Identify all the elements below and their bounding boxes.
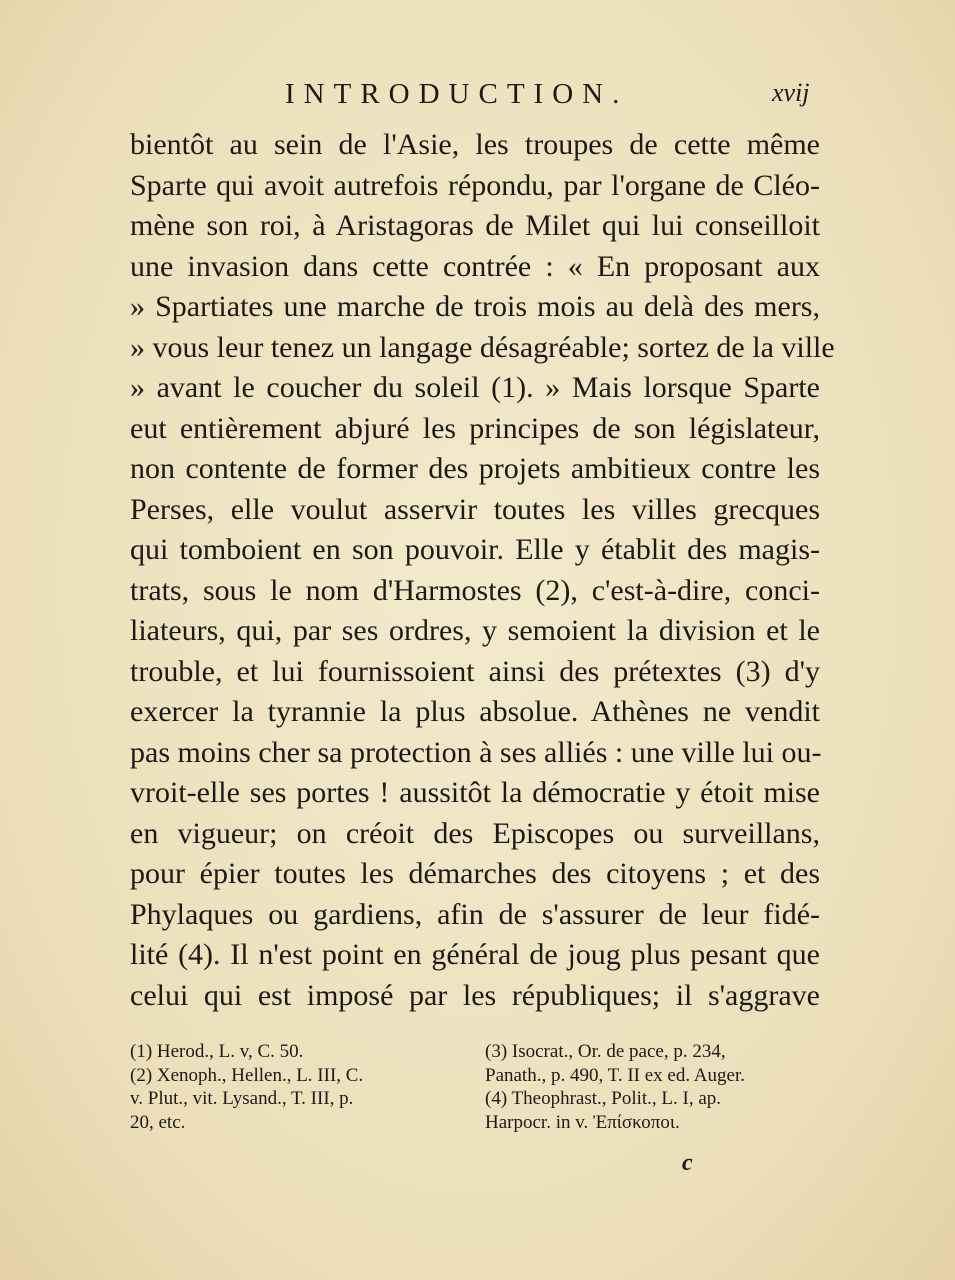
footnote-line: (2) Xenoph., Hellen., L. III, C. [130,1064,364,1086]
text-line: lité (4). Il n'est point en général de joug plus pesant que [130,938,820,971]
text-line: trats, sous le nom d'Harmostes (2), c'est-à-dire, conci- [130,573,820,607]
text-line: non contente de former des projets ambitieux contre les [130,452,820,485]
text-line: pour épier toutes les démarches des citoyens ; et des [130,857,820,890]
text-line: bientôt au sein de l'Asie, les troupes de cette même [130,128,820,161]
text-line: une invasion dans cette contrée : « En proposant aux [130,249,820,283]
text-line: Phylaques ou gardiens, afin de s'assurer de leur fidé- [130,897,820,931]
running-title: INTRODUCTION. [285,78,629,110]
running-header [0,70,955,114]
text-line: » vous leur tenez un langage désagréable; sortez de la ville [130,330,835,364]
footnotes-right-column [485,1040,820,1134]
footnote-line: 20, etc. [130,1111,186,1133]
text-line: eut entièrement abjuré les principes de son législateur, [130,411,820,445]
footnote-line: v. Plut., vit. Lysand., T. III, p. [130,1088,354,1109]
text-line: Perses, elle voulut asservir toutes les villes grecques [130,492,820,526]
text-line: » avant le coucher du soleil (1). » Mais lorsque Sparte [130,371,820,404]
text-line: mène son roi, à Aristagoras de Milet qui lui conseilloit [130,209,820,242]
text-line: en vigueur; on créoit des Episcopes ou surveillans, [130,816,820,850]
text-line: pas moins cher sa protection à ses alliés : une ville lui ou- [130,735,822,769]
footnote-line: (1) Herod., L. v, C. 50. [130,1041,304,1062]
footnote-line: (4) Theophrast., Polit., L. I, ap. [485,1088,722,1109]
text-line: exercer la tyrannie la plus absolue. Athènes ne vendit [130,695,820,728]
footnote-line: (3) Isocrat., Or. de pace, p. 234, [485,1041,726,1062]
main-text-block [130,125,835,1016]
footnote-line: Panath., p. 490, T. II ex ed. Auger. [485,1064,745,1086]
footnote-line: Harpocr. in v. Ἐπίσκοποι. [485,1111,680,1133]
text-line: celui qui est imposé par les républiques; il s'aggrave [130,978,820,1012]
text-line: liateurs, qui, par ses ordres, y semoient la division et le [130,614,820,647]
text-line: trouble, et lui fournissoient ainsi des prétextes (3) d'y [130,654,820,688]
text-line: vroit-elle ses portes ! aussitôt la démocratie y étoit mise [130,776,820,809]
text-line: » Spartiates une marche de trois mois au delà des mers, [130,290,820,323]
signature-mark: c [682,1150,693,1176]
page-number: xvij [772,78,810,107]
footnotes-left-column [130,1040,460,1134]
text-line: Sparte qui avoit autrefois répondu, par l'organe de Cléo- [130,168,820,202]
text-line: qui tomboient en son pouvoir. Elle y établit des magis- [130,533,820,566]
